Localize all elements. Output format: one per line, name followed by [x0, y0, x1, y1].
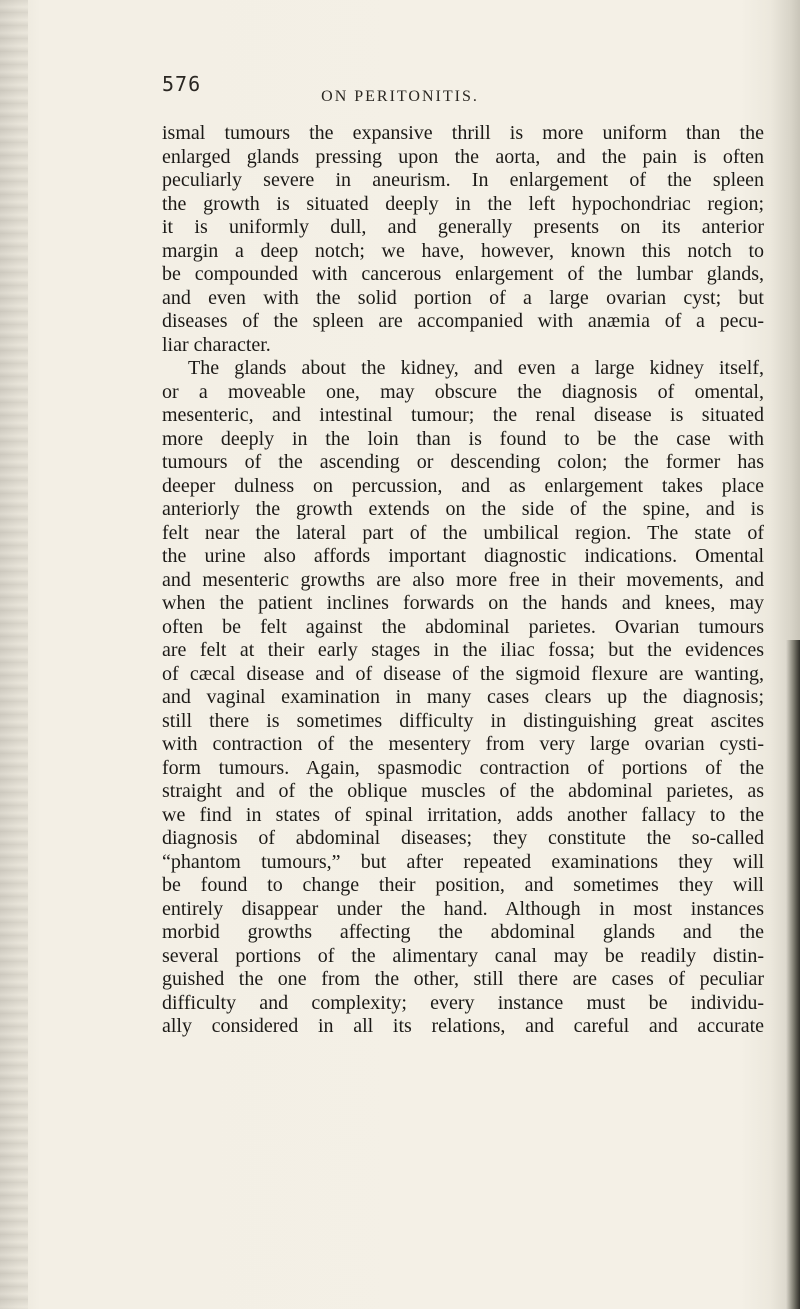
text-line: difficulty and complexity; every instance must be individu-	[162, 991, 764, 1014]
text-line: margin a deep notch; we have, however, known this notch to	[162, 239, 764, 262]
running-title: ON PERITONITIS.	[321, 88, 479, 105]
text-line: ally considered in all its relations, and careful and accurate	[162, 1015, 764, 1037]
text-line: we find in states of spinal irritation, adds another fallacy to the	[162, 803, 764, 826]
text-line: ismal tumours the expansive thrill is more uniform than the	[162, 122, 764, 144]
text-line: enlarged glands pressing upon the aorta, and the pain is often	[162, 145, 764, 168]
text-line: still there is sometimes difficulty in distinguishing great ascites	[162, 709, 764, 732]
text-line: and even with the solid portion of a large ovarian cyst; but	[162, 286, 764, 309]
text-line: anteriorly the growth extends on the side of the spine, and is	[162, 498, 764, 520]
text-line: peculiarly severe in aneurism. In enlargement of the spleen	[162, 169, 764, 191]
text-line: be found to change their position, and sometimes they will	[162, 874, 764, 896]
binding-gutter	[0, 0, 28, 1309]
text-line: often be felt against the abdominal parietes. Ovarian tumours	[162, 615, 764, 638]
text-line: felt near the lateral part of the umbilical region. The state of	[162, 521, 764, 544]
text-line: and vaginal examination in many cases clears up the diagnosis;	[162, 686, 764, 708]
text-line: when the patient inclines forwards on the hands and knees, may	[162, 592, 764, 614]
body-text	[162, 122, 764, 1039]
text-line: tumours of the ascending or descending colon; the former has	[162, 451, 764, 473]
text-line: deeper dulness on percussion, and as enlargement takes place	[162, 474, 764, 497]
text-line: with contraction of the mesentery from very large ovarian cysti-	[162, 733, 764, 755]
text-line: diagnosis of abdominal diseases; they constitute the so-called	[162, 827, 764, 849]
page-number: 576	[162, 72, 202, 96]
text-line: several portions of the alimentary canal may be readily distin-	[162, 944, 764, 967]
text-line: or a moveable one, may obscure the diagnosis of omental,	[162, 380, 764, 403]
text-line: form tumours. Again, spasmodic contraction of portions of the	[162, 756, 764, 779]
text-line: morbid growths affecting the abdominal glands and the	[162, 921, 764, 943]
text-line: diseases of the spleen are accompanied with anæmia of a pecu-	[162, 310, 764, 332]
text-line: mesenteric, and intestinal tumour; the renal disease is situated	[162, 404, 764, 426]
text-line: the growth is situated deeply in the left hypochondriac region;	[162, 192, 764, 215]
text-line: be compounded with cancerous enlargement of the lumbar glands,	[162, 263, 764, 285]
text-line: it is uniformly dull, and generally presents on its anterior	[162, 216, 764, 238]
text-line: are felt at their early stages in the iliac fossa; but the evidences	[162, 639, 764, 661]
page-edge-shadow	[786, 640, 800, 1309]
text-line: The glands about the kidney, and even a large kidney itself,	[188, 357, 764, 379]
text-line: the urine also affords important diagnostic indications. Omental	[162, 545, 764, 567]
text-line: more deeply in the loin than is found to be the case with	[162, 427, 764, 450]
text-line: of cæcal disease and of disease of the sigmoid flexure are wanting,	[162, 662, 764, 685]
text-line: entirely disappear under the hand. Although in most instances	[162, 897, 764, 920]
text-line: and mesenteric growths are also more free in their movements, and	[162, 568, 764, 591]
text-line: liar character.	[162, 333, 271, 356]
text-line: guished the one from the other, still there are cases of peculiar	[162, 968, 764, 990]
text-line: “phantom tumours,” but after repeated examinations they will	[162, 850, 764, 873]
text-line: straight and of the oblique muscles of the abdominal parietes, as	[162, 780, 764, 802]
